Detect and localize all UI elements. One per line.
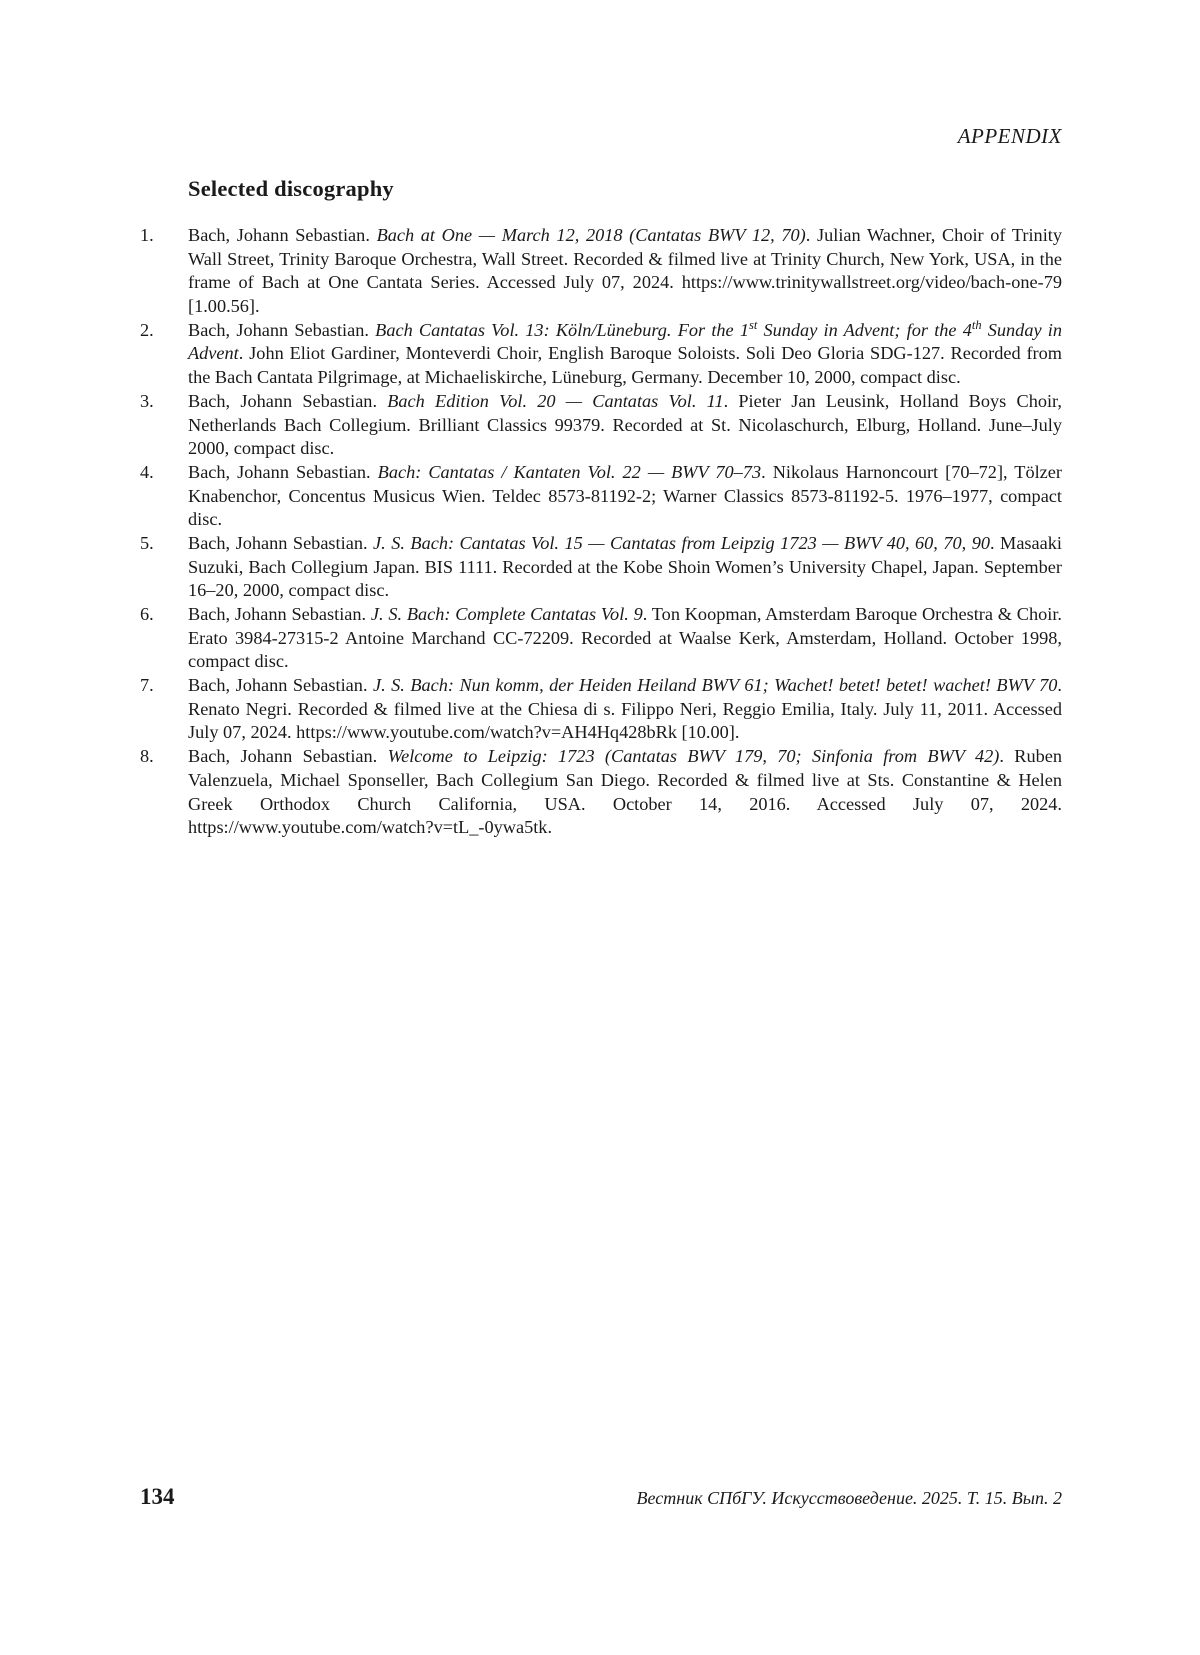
bibliography-entry [138,319,1062,390]
bibliography-entry [138,532,1062,603]
bibliography-entry [138,745,1062,840]
journal-citation: Вестник СПбГУ. Искусствоведение. 2025. Т. 15. Вып. 2 [636,1488,1062,1508]
page-number: 134 [140,1484,175,1509]
entry-number: 3. [140,390,154,411]
bibliography-entry [138,461,1062,532]
entry-number: 5. [140,532,154,553]
entry-text: Bach, Johann Sebastian. Bach Edition Vol. 20 — Cantatas Vol. 11. Pieter Jan Leusink, Holland Boys Choir, Netherlands Bach Collegium. Brilliant Classics 99379. Recorded at St. Nicolaschurch, Elburg, Holland. June–July 2000, compact disc. [188,390,1062,459]
entry-number: 6. [140,604,154,624]
entry-text: Bach, Johann Sebastian. J. S. Bach: Cantatas Vol. 15 — Cantatas from Leipzig 1723 — BWV 40, 60, 70, 90. Masaaki Suzuki, Bach Collegium Japan. BIS 1111. Recorded at the Kobe Shoin Women’s University Chapel, Japan. September 16–20, 2000, compact disc. [188,532,1062,601]
page-footer [0,1484,1200,1514]
bibliography-entry [138,224,1062,319]
entry-text: Bach, Johann Sebastian. Bach: Cantatas / Kantaten Vol. 22 — BWV 70–73. Nikolaus Harnoncourt [70–72], Tölzer Knabenchor, Concentus Musicus Wien. Teldec 8573-81192-2; Warner Classics 8573-81192-5. 1976–1977, compact disc. [188,461,1063,530]
discography-list [138,224,1062,840]
running-head: APPENDIX [957,124,1062,148]
entry-number: 7. [140,675,154,696]
bibliography-entry [138,603,1062,674]
bibliography-entry [138,674,1062,745]
entry-number: 1. [140,225,154,245]
page-title: Selected discography [188,176,394,201]
entry-text: Bach, Johann Sebastian. J. S. Bach: Nun komm, der Heiden Heiland BWV 61; Wachet! betet! betet! wachet! BWV 70. Renato Negri. Recorded & filmed live at the Chiesa di s. Filippo Neri, Reggio Emilia, Italy. July 11, 2011. Accessed July 07, 2024. https://www.youtube.com/watch?v=AH4Hq428bRk [10.00]. [188,675,1062,743]
entry-text: Bach, Johann Sebastian. Bach Cantatas Vol. 13: Köln/Lüneburg. For the 1st Sunday in Advent; for the 4th Sunday in Advent. John Eliot Gardiner, Monteverdi Choir, English Baroque Soloists. Soli Deo Gloria SDG-127. Recorded from the Bach Cantata Pilgrimage, at Michaeliskirche, Lüneburg, Germany. December 10, 2000, compact disc. [188,317,1063,388]
entry-number: 2. [140,319,154,340]
entry-text: Bach, Johann Sebastian. Bach at One — March 12, 2018 (Cantatas BWV 12, 70). Julian Wachner, Choir of Trinity Wall Street, Trinity Baroque Orchestra, Wall Street. Recorded & filmed live at Trinity Church, New York, USA, in the frame of Bach at One Cantata Series. Accessed July 07, 2024. https://www.trinitywallstreet.org/video/bach-one-79 [1.00.56]. [188,225,1062,317]
entry-text: Bach, Johann Sebastian. J. S. Bach: Complete Cantatas Vol. 9. Ton Koopman, Amsterdam Baroque Orchestra & Choir. Erato 3984-27315-2 Antoine Marchand CC-72209. Recorded at Waalse Kerk, Amsterdam, Holland. October 1998, compact disc. [188,604,1062,672]
entry-number: 8. [140,746,154,767]
entry-text: Bach, Johann Sebastian. Welcome to Leipzig: 1723 (Cantatas BWV 179, 70; Sinfonia from BWV 42). Ruben Valenzuela, Michael Sponseller, Bach Collegium San Diego. Recorded & filmed live at Sts. Constantine & Helen Greek Orthodox Church California, USA. October 14, 2016. Accessed July 07, 2024. https://www.youtube.com/watch?v=tL_-0ywa5tk. [188,746,1062,838]
entry-number: 4. [140,461,154,482]
bibliography-entry [138,390,1062,461]
